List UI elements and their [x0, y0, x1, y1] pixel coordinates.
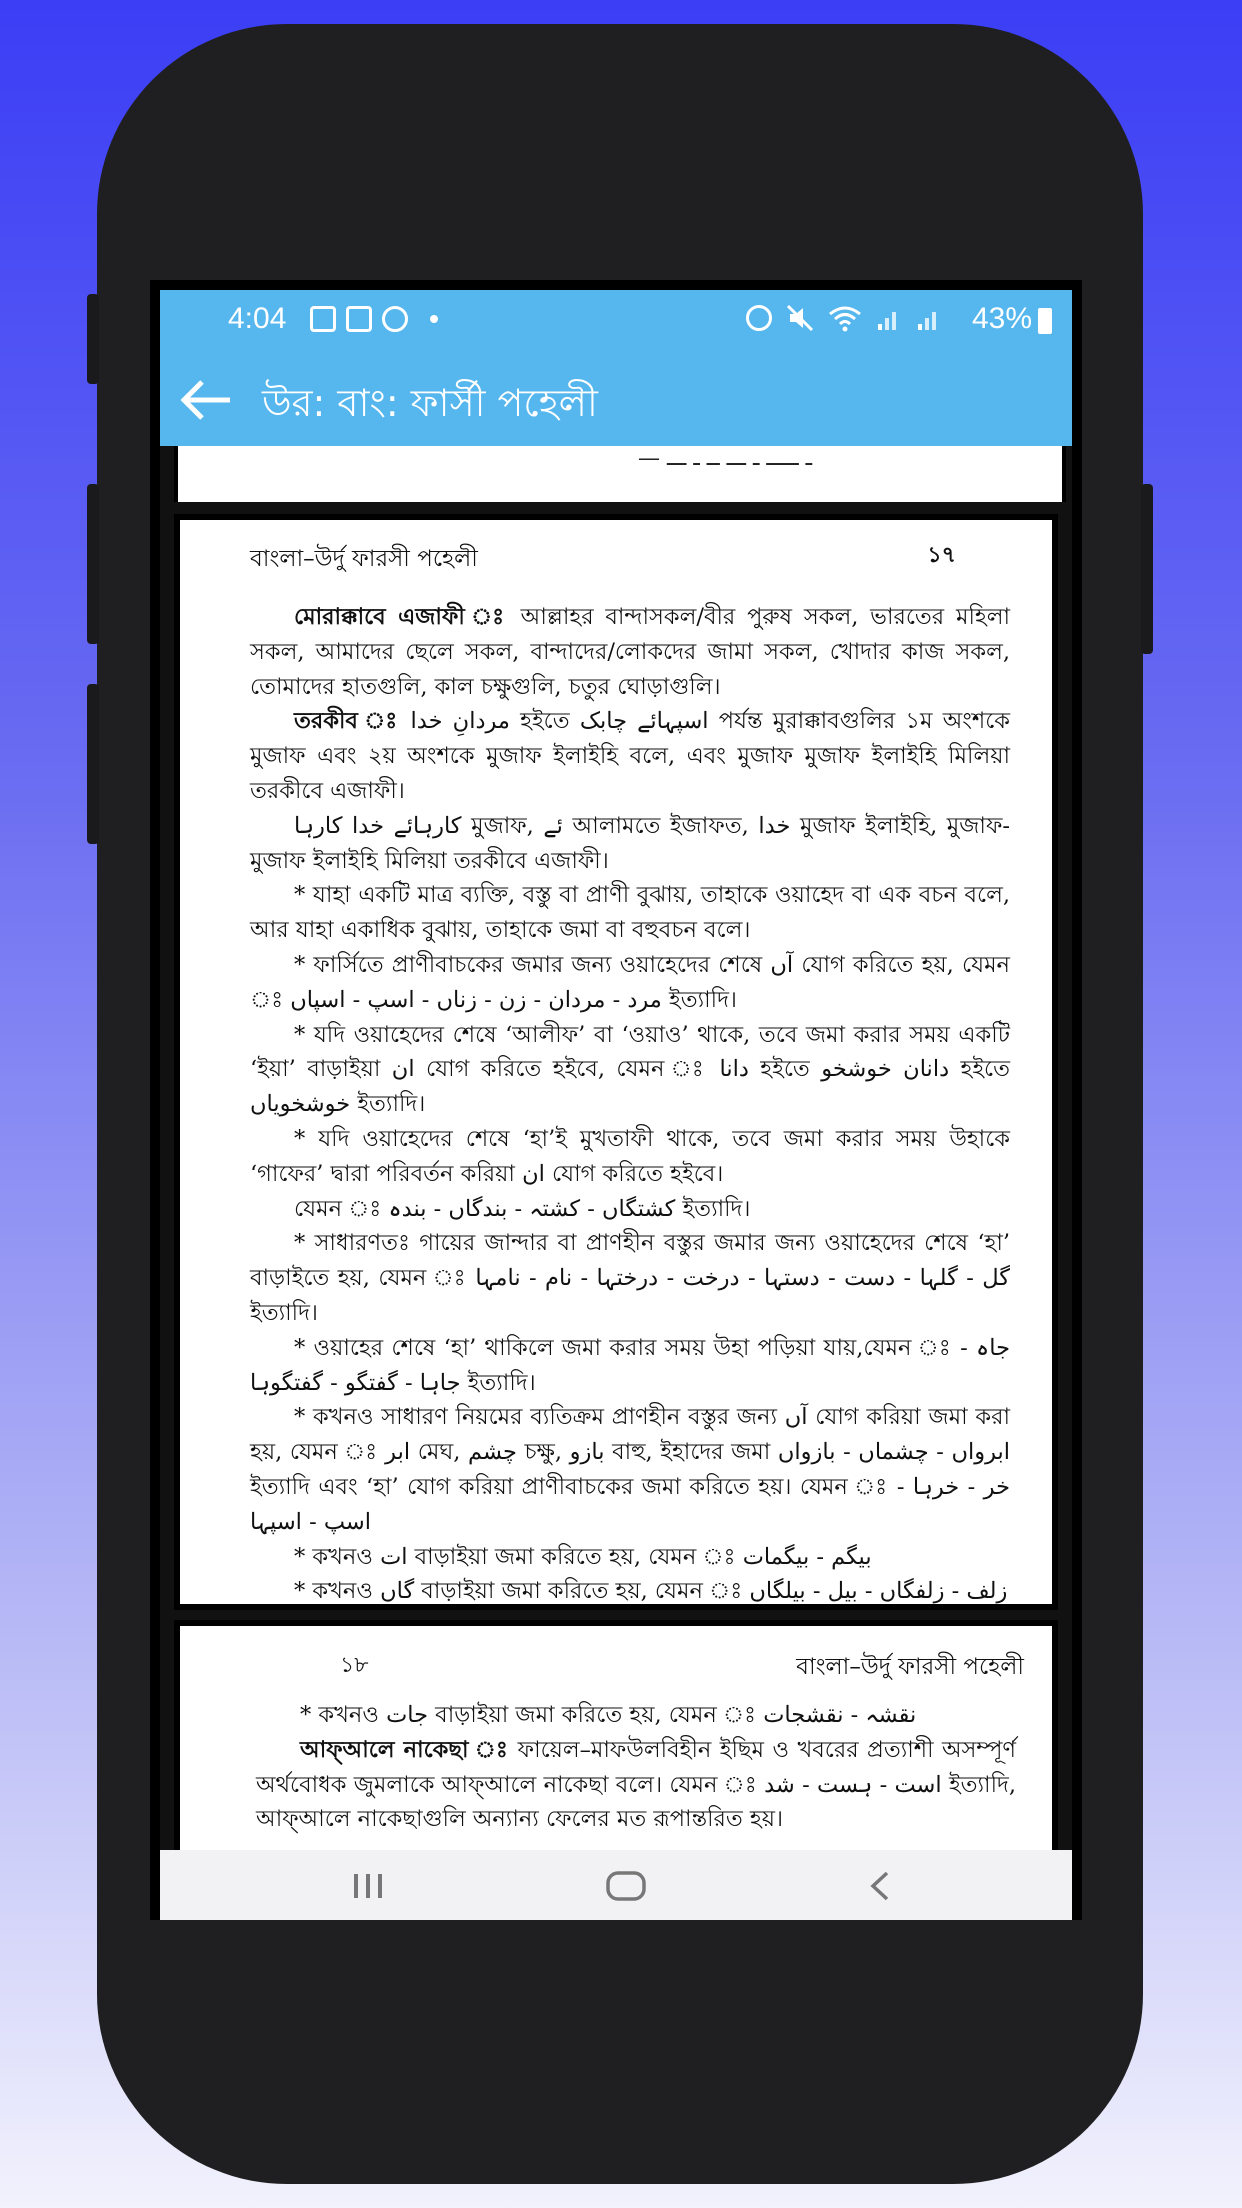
paragraph-text: مردانِ خدا হইতে اسپہائے چابک পর্যন্ত মুরাক্কাবগুলির ১ম অংশকে মুজাফ এবং ২য় অংশকে মুজাফ ইলাইহি বলে, এবং মুজাফ মুজাফ ইলাইহি মিলিয়া তরকীবে এজাফী।	[250, 708, 1010, 804]
status-icons-right	[746, 304, 942, 332]
pdf-page	[174, 514, 1058, 1610]
paragraph	[250, 809, 1010, 879]
paragraph	[256, 1698, 1016, 1733]
alarm-icon	[746, 305, 772, 331]
back-button[interactable]	[850, 1864, 910, 1908]
app-title: উর: বাং: ফার্সী পহেলী	[262, 381, 598, 425]
youtube-icon	[346, 306, 372, 332]
paragraph	[250, 878, 1010, 948]
phone-side-button	[87, 684, 99, 844]
paragraph-text: * যদি ওয়াহেদের শেষে ‘আলীফ’ বা ‘ওয়াও’ থাকে, তবে জমা করার সময় একটি ‘ইয়া’ বাড়াইয়া ان যোগ করিতে হইবে, যেমন ঃ دانا হইতে دانان خوشخو হইতে خوشخویاں ইত্যাদি।	[250, 1021, 1010, 1118]
page-number: ১৭	[927, 542, 956, 568]
page-header-title: বাংলা–উর্দু ফারসী পহেলী	[250, 546, 478, 572]
pdf-viewer[interactable]	[160, 446, 1072, 1850]
paragraph	[250, 1331, 1010, 1401]
paragraph-text: * সাধারণতঃ গায়ের জান্দার বা প্রাণহীন বস্তুর জমার জন্য ওয়াহেদের শেষে ‘হা’ বাড়াইতে হয়, যেমন ঃ گل - گلہا - دست - دستہا - درخت - درختہا - نام - نامہا ইত্যাদি।	[250, 1230, 1010, 1326]
wifi-icon	[828, 304, 862, 332]
paragraph	[250, 1192, 1010, 1227]
paragraph	[250, 1574, 1010, 1609]
paragraph-text: ফায়েল–মাফউলবিহীন ইছিম ও খবরের প্রত্যাশী অসম্পূর্ণ অর্থবোধক জুমলাকে আফ্আলে নাকেছা বলে। যেমন ঃ است - ہست - شد ইত্যাদি, আফ্আলে নাকেছাগুলি অন্যান্য ফেলের মত রূপান্তরিত হয়।	[256, 1736, 1017, 1833]
pdf-page-next	[174, 1620, 1058, 1850]
dot-icon	[430, 315, 438, 323]
recent-apps-button[interactable]	[338, 1864, 398, 1908]
paragraph	[250, 1400, 1010, 1539]
paragraph-text: * কখনও گاں বাড়াইয়া জমা করিতে হয়, যেমন ঃ زلف - زلفگاں - بیل - بیلگاں	[294, 1578, 1008, 1605]
paragraph-text: * যদি ওয়াহেদের শেষে ‘হা’ই মুখতাফী থাকে, তবে জমা করার সময় উহাকে ‘গাফের’ দ্বারা পরিবর্তন করিয়া ان যোগ করিতে হইবে।	[250, 1125, 1010, 1187]
battery-percent: 43%	[971, 302, 1032, 335]
paragraph-text: * ওয়াহের শেষে ‘হা’ থাকিলে জমা করার সময় উহা পড়িয়া যায়,যেমন ঃ جاہ - جاہا - گفتگو - گفتگوہا ইত্যাদি।	[250, 1334, 1010, 1396]
recent-apps-icon	[348, 1870, 388, 1902]
back-chevron-icon	[865, 1869, 895, 1903]
paragraph-text: আল্লাহর বান্দাসকল/বীর পুরুষ সকল, ভারতের মহিলা সকল, আমাদের ছেলে সকল, বান্দাদের/লোকদের জামা সকল, খোদার কাজ সকল, তোমাদের হাতগুলি, কাল চক্ষুগুলি, চতুর ঘোড়াগুলি।	[250, 604, 1010, 700]
paragraph-text: کارہائے خدا کارہا মুজাফ, ئے আলামতে ইজাফত, خدا মুজাফ ইলাইহি, মুজাফ-মুজাফ ইলাইহি মিলিয়া তরকীবে এজাফী।	[250, 812, 1010, 874]
home-icon	[604, 1869, 648, 1903]
paragraph-text: * যাহা একটি মাত্র ব্যক্তি, বস্তু বা প্রাণী বুঝায়, তাহাকে ওয়াহেদ বা এক বচন বলে, আর যাহা একাধিক বুঝায়, তাহাকে জমা বা বহুবচন বলে।	[250, 882, 1010, 944]
phone-side-button	[87, 484, 99, 644]
status-bar	[160, 290, 1072, 354]
paragraph	[250, 1540, 1010, 1575]
page-header-title: বাংলা–উর্দু ফারসী পহেলী	[796, 1654, 1024, 1680]
paragraph	[250, 948, 1010, 1018]
phone-screen	[150, 280, 1082, 1920]
app-bar	[160, 354, 1072, 446]
navigation-bar	[160, 1850, 1072, 1920]
paragraph	[250, 1122, 1010, 1192]
back-arrow-icon[interactable]	[174, 368, 238, 432]
home-button[interactable]	[596, 1864, 656, 1908]
page-body	[250, 600, 1010, 1609]
whatsapp-icon	[382, 306, 408, 332]
paragraph-heading: তরকীব ঃ	[294, 708, 401, 735]
page-number: ১৮	[340, 1653, 369, 1678]
paragraph	[250, 600, 1010, 704]
paragraph-heading: আফ্আলে নাকেছা ঃ	[300, 1736, 510, 1763]
paragraph-text: * কখনও جات বাড়াইয়া জমা করিতে হয়, যেমন ঃ نقشہ - نقشجات	[300, 1702, 917, 1728]
handwritten-snippet: — ـ ـــــ ـ ـــ ــ ـ ـــ	[638, 446, 813, 471]
paragraph	[256, 1733, 1016, 1837]
paragraph	[250, 1018, 1010, 1122]
image-icon	[310, 306, 336, 332]
battery-icon	[1038, 308, 1052, 334]
signal-icon	[916, 304, 942, 332]
paragraph-text: যেমন ঃ کشتگاں - کشتہ - بندگاں - بندہ ইত্যাদি।	[294, 1195, 751, 1222]
page-body	[256, 1698, 1016, 1837]
paragraph-heading: মোরাক্কাবে এজাফী ঃ	[294, 604, 509, 630]
paragraph-text: * কখনও সাধারণ নিয়মের ব্যতিক্রম প্রাণহীন বস্তুর জন্য آں যোগ করিয়া জমা করা হয়, যেমন ঃ ابر মেঘ, چشم চক্ষু, بازو বাহু, ইহাদের জমা ابرواں - چشماں - بازواں ইত্যাদি এবং ‘হা’ যোগ করিয়া প্রাণীবাচকের জমা করিতে হয়। যেমন ঃ خر - خرہا - اسپ - اسپہا	[250, 1404, 1011, 1535]
paragraph-text: * কখনও ات বাড়াইয়া জমা করিতে হয়, যেমন ঃ بیگم - بیگمات	[294, 1543, 872, 1570]
status-icons-left	[310, 306, 438, 332]
phone-side-button	[87, 294, 99, 384]
status-time: 4:04	[228, 302, 287, 335]
paragraph	[250, 704, 1010, 808]
paragraph-text: * ফার্সিতে প্রাণীবাচকের জমার জন্য ওয়াহেদের শেষে آں যোগ করিতে হয়, যেমন ঃ مرد - مردان - زن - زناں - اسپ - اسپاں ইত্যাদি।	[250, 951, 1010, 1013]
paragraph	[250, 1226, 1010, 1330]
pdf-page-previous	[174, 446, 1066, 502]
signal-icon	[876, 304, 902, 332]
phone-side-button	[1141, 484, 1153, 654]
mute-icon	[786, 304, 814, 332]
